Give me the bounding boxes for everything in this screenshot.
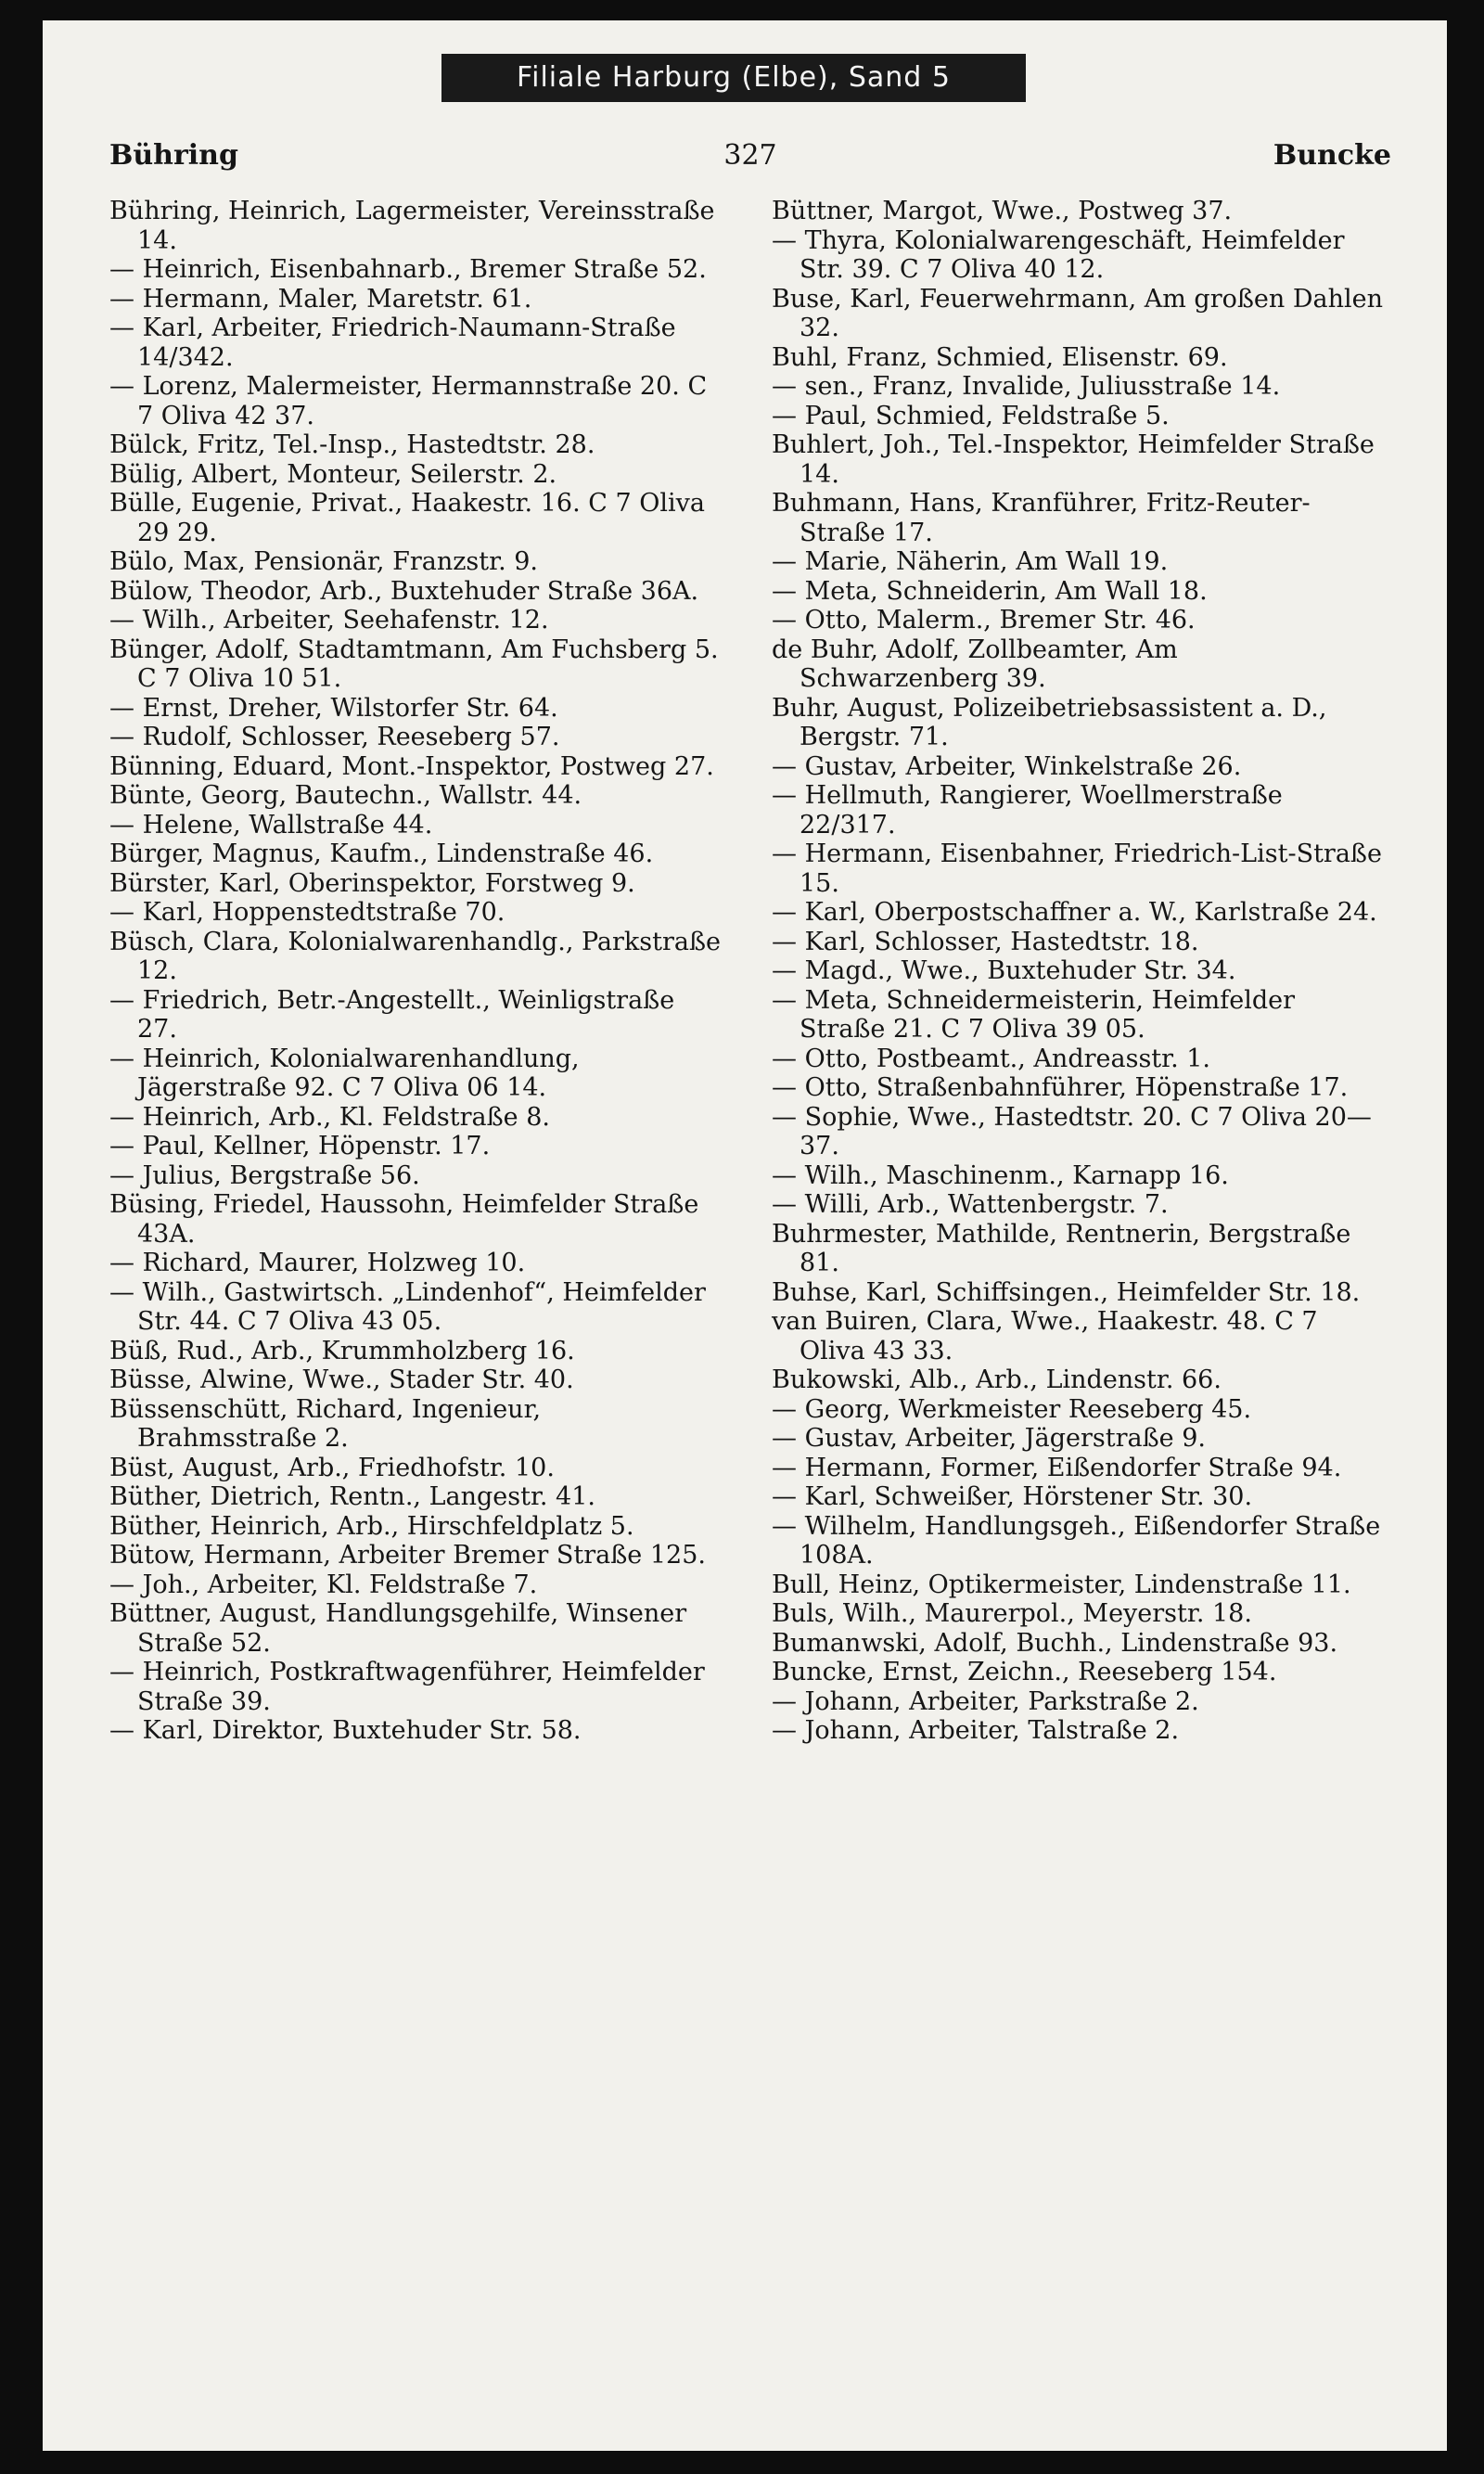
directory-entry: — Hermann, Eisenbahner, Friedrich-List-Straße 15. — [772, 840, 1382, 898]
directory-entry: — Wilh., Maschinenm., Karnapp 16. — [772, 1160, 1229, 1190]
left-column — [109, 197, 722, 1746]
directory-entry: Bürster, Karl, Oberinspektor, Forstweg 9. — [109, 868, 635, 898]
directory-entry: Bülle, Eugenie, Privat., Haakestr. 16. C 7 Oliva 29 29. — [109, 489, 706, 547]
directory-entry: Büsing, Friedel, Haussohn, Heimfelder Straße 43A. — [109, 1190, 699, 1249]
directory-entry: Büther, Heinrich, Arb., Hirschfeldplatz 5. — [109, 1511, 634, 1541]
page-number: 327 — [723, 139, 777, 172]
directory-entry: — Otto, Malerm., Bremer Str. 46. — [772, 606, 1196, 635]
directory-entry: Bull, Heinz, Optikermeister, Lindenstraße 11. — [772, 1570, 1351, 1599]
directory-entry: van Buiren, Clara, Wwe., Haakestr. 48. C 7 Oliva 43 33. — [772, 1307, 1318, 1365]
directory-entry: Bumanwski, Adolf, Buchh., Lindenstraße 93. — [772, 1628, 1338, 1658]
directory-entry: Buhmann, Hans, Kranführer, Fritz-Reuter-Straße 17. — [772, 489, 1311, 547]
directory-entry: — Karl, Schlosser, Hastedtstr. 18. — [772, 927, 1199, 956]
directory-entry: — Meta, Schneidermeisterin, Heimfelder Straße 21. C 7 Oliva 39 05. — [772, 985, 1296, 1044]
directory-entry: Bünte, Georg, Bautechn., Wallstr. 44. — [109, 781, 582, 810]
directory-entry: Bülo, Max, Pensionär, Franzstr. 9. — [109, 547, 539, 576]
directory-entry: — Heinrich, Postkraftwagenführer, Heimfelder Straße 39. — [109, 1658, 705, 1716]
directory-entry: Buse, Karl, Feuerwehrmann, Am großen Dahlen 32. — [772, 284, 1383, 342]
directory-entry: Bünger, Adolf, Stadtamtmann, Am Fuchsberg 5. C 7 Oliva 10 51. — [109, 635, 719, 693]
directory-entry: Buls, Wilh., Maurerpol., Meyerstr. 18. — [772, 1599, 1252, 1628]
directory-entry: — Wilhelm, Handlungsgeh., Eißendorfer Straße 108A. — [772, 1511, 1381, 1570]
header-last-name: Buncke — [1273, 139, 1391, 172]
directory-entry: Bünning, Eduard, Mont.-Inspektor, Postweg 27. — [109, 751, 714, 781]
directory-entry: — Paul, Schmied, Feldstraße 5. — [772, 401, 1170, 430]
directory-entry: — Heinrich, Kolonialwarenhandlung, Jägerstraße 92. C 7 Oliva 06 14. — [109, 1044, 580, 1102]
directory-entry: — Marie, Näherin, Am Wall 19. — [772, 547, 1169, 576]
directory-entry: — Karl, Oberpostschaffner a. W., Karlstraße 24. — [772, 898, 1377, 927]
directory-entry: Büsse, Alwine, Wwe., Stader Str. 40. — [109, 1365, 574, 1394]
directory-entry: — Joh., Arbeiter, Kl. Feldstraße 7. — [109, 1570, 538, 1599]
directory-entry: Büttner, Margot, Wwe., Postweg 37. — [772, 197, 1233, 225]
directory-entry: — Willi, Arb., Wattenbergstr. 7. — [772, 1190, 1169, 1219]
directory-entry: — Heinrich, Arb., Kl. Feldstraße 8. — [109, 1102, 550, 1132]
directory-entry: Buhse, Karl, Schiffsingen., Heimfelder Str. 18. — [772, 1277, 1361, 1307]
directory-entry: Buhrmester, Mathilde, Rentnerin, Bergstraße 81. — [772, 1219, 1351, 1277]
directory-entry: Bülck, Fritz, Tel.-Insp., Hastedtstr. 28. — [109, 430, 595, 459]
directory-entry: — Meta, Schneiderin, Am Wall 18. — [772, 576, 1208, 606]
directory-page — [43, 20, 1447, 2451]
directory-entry: — sen., Franz, Invalide, Juliusstraße 14. — [772, 372, 1281, 401]
directory-entry: — Magd., Wwe., Buxtehuder Str. 34. — [772, 956, 1236, 985]
directory-entry: — Helene, Wallstraße 44. — [109, 810, 433, 840]
directory-entry: Bürger, Magnus, Kaufm., Lindenstraße 46. — [109, 840, 654, 868]
directory-entry: Büther, Dietrich, Rentn., Langestr. 41. — [109, 1482, 595, 1511]
directory-entry: — Johann, Arbeiter, Talstraße 2. — [772, 1716, 1180, 1745]
directory-entry: — Paul, Kellner, Höpenstr. 17. — [109, 1132, 491, 1160]
directory-entry: Buhl, Franz, Schmied, Elisenstr. 69. — [772, 342, 1228, 372]
directory-entry: — Gustav, Arbeiter, Jägerstraße 9. — [772, 1424, 1206, 1453]
directory-entry: — Karl, Schweißer, Hörstener Str. 30. — [772, 1482, 1253, 1511]
directory-entry: — Thyra, Kolonialwarengeschäft, Heimfelder Str. 39. C 7 Oliva 40 12. — [772, 225, 1345, 284]
directory-entry: — Karl, Hoppenstedtstraße 70. — [109, 898, 505, 927]
branch-banner: Filiale Harburg (Elbe), Sand 5 — [441, 54, 1026, 102]
directory-entry: — Gustav, Arbeiter, Winkelstraße 26. — [772, 751, 1242, 781]
directory-entry: — Wilh., Gastwirtsch. „Lindenhof“, Heimfelder Str. 44. C 7 Oliva 43 05. — [109, 1277, 706, 1336]
directory-entry: — Wilh., Arbeiter, Seehafenstr. 12. — [109, 606, 549, 635]
directory-entry: Bukowski, Alb., Arb., Lindenstr. 66. — [772, 1365, 1222, 1394]
directory-entry: Büß, Rud., Arb., Krummholzberg 16. — [109, 1336, 575, 1365]
directory-entry: de Buhr, Adolf, Zollbeamter, Am Schwarzenberg 39. — [772, 635, 1178, 693]
directory-entry: Büssenschütt, Richard, Ingenieur, Brahmsstraße 2. — [109, 1394, 542, 1453]
directory-entry: — Hellmuth, Rangierer, Woellmerstraße 22/317. — [772, 781, 1283, 840]
directory-entry: Buncke, Ernst, Zeichn., Reeseberg 154. — [772, 1658, 1277, 1686]
directory-entry: — Karl, Direktor, Buxtehuder Str. 58. — [109, 1716, 582, 1745]
directory-entry: Buhr, August, Polizeibetriebsassistent a. D., Bergstr. 71. — [772, 693, 1327, 751]
directory-entry: Büst, August, Arb., Friedhofstr. 10. — [109, 1453, 555, 1482]
directory-entry: Bühring, Heinrich, Lagermeister, Vereinsstraße 14. — [109, 197, 715, 255]
directory-entry: Bülow, Theodor, Arb., Buxtehuder Straße 36A. — [109, 576, 699, 606]
header-first-name: Bühring — [109, 139, 238, 172]
directory-entry: — Hermann, Maler, Maretstr. 61. — [109, 284, 532, 314]
directory-entry: Büsch, Clara, Kolonialwarenhandlg., Parkstraße 12. — [109, 927, 722, 985]
directory-entry: — Heinrich, Eisenbahnarb., Bremer Straße 52. — [109, 255, 707, 284]
directory-entry: — Georg, Werkmeister Reeseberg 45. — [772, 1394, 1252, 1424]
directory-entry: — Friedrich, Betr.-Angestellt., Weinligstraße 27. — [109, 985, 675, 1044]
directory-entry: — Ernst, Dreher, Wilstorfer Str. 64. — [109, 693, 558, 723]
directory-entry: Büttner, August, Handlungsgehilfe, Winsener Straße 52. — [109, 1599, 687, 1658]
directory-entry: — Lorenz, Malermeister, Hermannstraße 20. C 7 Oliva 42 37. — [109, 372, 708, 430]
directory-entry: — Julius, Bergstraße 56. — [109, 1160, 420, 1190]
directory-entry: Bütow, Hermann, Arbeiter Bremer Straße 125. — [109, 1541, 706, 1570]
directory-entry: — Sophie, Wwe., Hastedtstr. 20. C 7 Oliva 20—37. — [772, 1102, 1372, 1160]
directory-entry: Bülig, Albert, Monteur, Seilerstr. 2. — [109, 459, 557, 489]
directory-entry: — Johann, Arbeiter, Parkstraße 2. — [772, 1686, 1199, 1716]
directory-entry: — Otto, Straßenbahnführer, Höpenstraße 17. — [772, 1073, 1349, 1102]
directory-entry: — Otto, Postbeamt., Andreasstr. 1. — [772, 1044, 1211, 1073]
directory-entry: Buhlert, Joh., Tel.-Inspektor, Heimfelder Straße 14. — [772, 430, 1375, 489]
right-column — [772, 197, 1384, 1746]
directory-entry: — Karl, Arbeiter, Friedrich-Naumann-Straße 14/342. — [109, 314, 676, 372]
directory-entry: — Hermann, Former, Eißendorfer Straße 94. — [772, 1453, 1342, 1482]
directory-entry: — Rudolf, Schlosser, Reeseberg 57. — [109, 723, 560, 751]
page-header — [109, 139, 1391, 186]
directory-entry: — Richard, Maurer, Holzweg 10. — [109, 1249, 526, 1277]
